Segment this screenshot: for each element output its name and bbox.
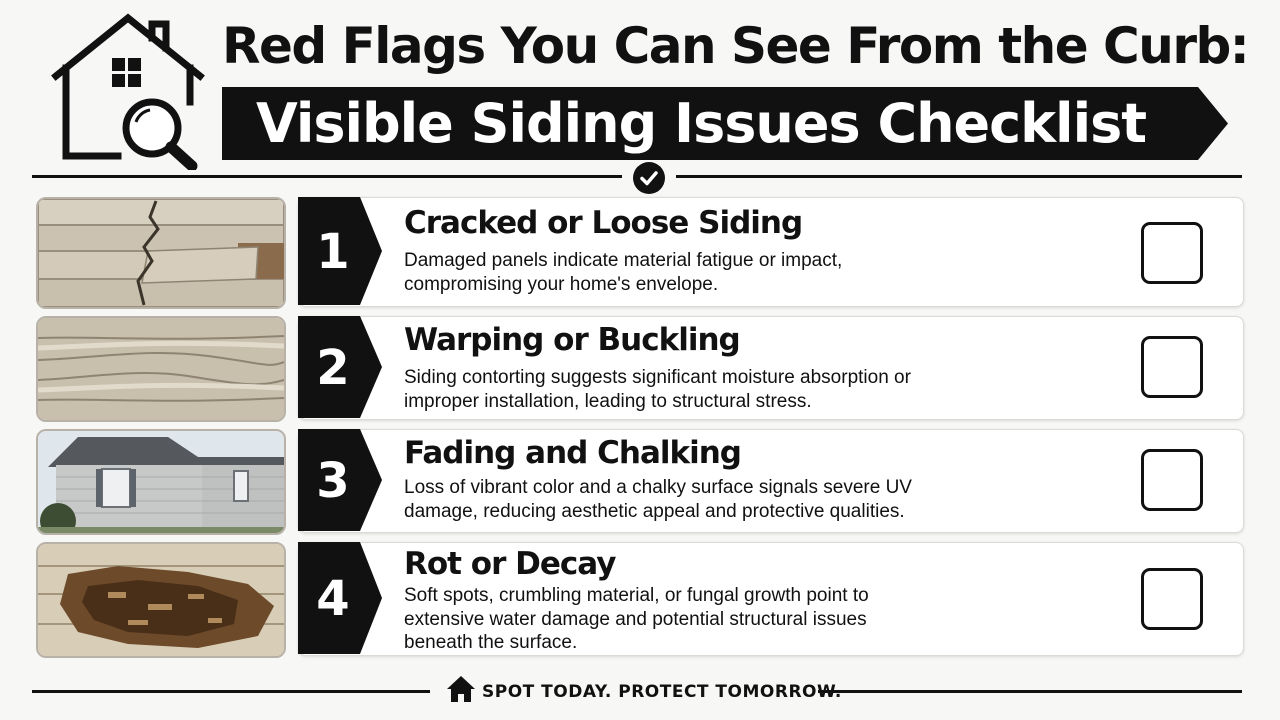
item-number: 4 bbox=[316, 571, 350, 627]
checklist-item bbox=[36, 197, 1242, 309]
item-title: Warping or Buckling bbox=[404, 322, 740, 358]
cracked-siding-photo bbox=[36, 197, 286, 309]
checklist-item bbox=[36, 429, 1242, 535]
footer-divider-left bbox=[32, 690, 430, 693]
checklist-item bbox=[36, 542, 1242, 658]
house-magnifier-icon bbox=[48, 10, 208, 170]
item-number: 3 bbox=[316, 453, 350, 509]
item-description: Soft spots, crumbling material, or fungal growth point to extensive water damage and potential structural issues beneath the surface. bbox=[404, 585, 869, 653]
page-title: Red Flags You Can See From the Curb: bbox=[222, 17, 1249, 75]
item-number-tab bbox=[298, 197, 384, 305]
item-checkbox[interactable] bbox=[1141, 336, 1203, 398]
footer-divider-right bbox=[818, 690, 1242, 693]
faded-house-photo bbox=[36, 429, 286, 535]
checklist-item bbox=[36, 316, 1242, 422]
home-icon bbox=[446, 674, 476, 704]
checkmark-circle-icon bbox=[633, 162, 665, 194]
item-title: Rot or Decay bbox=[404, 546, 616, 582]
item-number-tab bbox=[298, 316, 384, 418]
subtitle-banner bbox=[222, 87, 1228, 160]
item-checkbox[interactable] bbox=[1141, 449, 1203, 511]
warped-siding-photo bbox=[36, 316, 286, 422]
item-title: Cracked or Loose Siding bbox=[404, 205, 803, 241]
item-description: Loss of vibrant color and a chalky surface signals severe UV damage, reducing aesthetic appeal and protective qualities. bbox=[404, 477, 912, 522]
item-number: 1 bbox=[316, 224, 350, 280]
item-description: Siding contorting suggests significant moisture absorption or improper installation, leading to structural stress. bbox=[404, 367, 911, 412]
item-checkbox[interactable] bbox=[1141, 568, 1203, 630]
item-checkbox[interactable] bbox=[1141, 222, 1203, 284]
item-number: 2 bbox=[316, 340, 350, 396]
rotted-siding-photo bbox=[36, 542, 286, 658]
page-subtitle: Visible Siding Issues Checklist bbox=[256, 92, 1147, 155]
header-divider-right bbox=[676, 175, 1242, 178]
header-divider-left bbox=[32, 175, 622, 178]
item-number-tab bbox=[298, 429, 384, 531]
item-description: Damaged panels indicate material fatigue or impact, compromising your home's envelope. bbox=[404, 250, 843, 295]
item-number-tab bbox=[298, 542, 384, 654]
footer-tagline: SPOT TODAY. PROTECT TOMORROW. bbox=[482, 682, 842, 702]
item-title: Fading and Chalking bbox=[404, 435, 741, 471]
